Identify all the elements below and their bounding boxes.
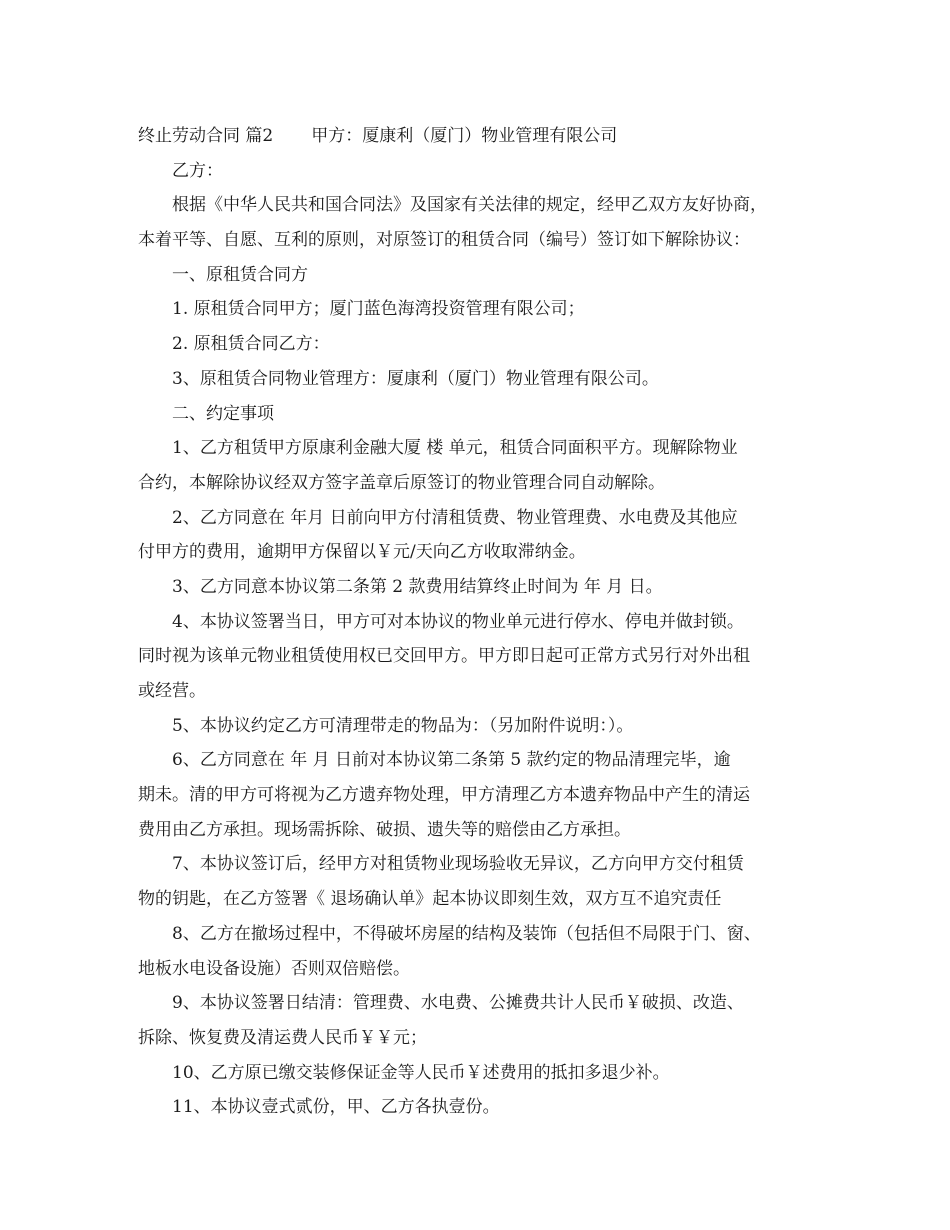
paragraph-line: 1、乙方租赁甲方原康利金融大厦 楼 单元，租赁合同面积平方。现解除物业 — [172, 438, 738, 459]
paragraph-line: 10、乙方原已缴交装修保证金等人民币￥述费用的抵扣多退少补。 — [172, 1062, 670, 1083]
paragraph-line: 根据《中华人民共和国合同法》及国家有关法律的规定，经甲乙双方友好协商， — [172, 195, 767, 216]
paragraph-line: 4、本协议签署当日，甲方可对本协议的物业单元进行停水、停电并做封锁。 — [172, 611, 744, 632]
paragraph-line: 物的钥匙，在乙方签署《 退场确认单》起本协议即刻生效，双方互不追究责任 — [138, 889, 722, 910]
paragraph-line: 或经营。 — [138, 681, 206, 701]
paragraph-line: 11、本协议壹式贰份，甲、乙方各执壹份。 — [172, 1097, 500, 1118]
section-heading: 二、约定事项 — [172, 403, 274, 424]
paragraph-line: 拆除、恢复费及清运费人民币￥￥元； — [138, 1027, 427, 1048]
paragraph-line: 6、乙方同意在 年 月 日前对本协议第二条第 5 款约定的物品清理完毕，逾 — [172, 750, 731, 771]
paragraph-line: 地板水电设备设施）否则双倍赔偿。 — [138, 958, 410, 979]
paragraph-line: 7、本协议签订后，经甲方对租赁物业现场验收无异议，乙方向甲方交付租赁 — [172, 854, 744, 875]
paragraph-line: 期未。清的甲方可将视为乙方遗弃物处理，甲方清理乙方本遗弃物品中产生的清运 — [138, 785, 750, 806]
section-heading: 一、原租赁合同方 — [172, 264, 308, 285]
paragraph-line: 8、乙方在撤场过程中，不得破坏房屋的结构及装饰（包括但不局限于门、窗、 — [172, 923, 761, 944]
paragraph-line: 本着平等、自愿、互利的原则，对原签订的租赁合同（编号）签订如下解除协议： — [138, 230, 750, 251]
paragraph-line: 1. 原租赁合同甲方；厦门蓝色海湾投资管理有限公司； — [172, 299, 585, 320]
paragraph-line: 5、本协议约定乙方可清理带走的物品为：（另加附件说明：）。 — [172, 715, 634, 736]
heading-title: 终止劳动合同 篇2 — [138, 126, 274, 146]
document-body — [138, 119, 828, 1125]
paragraph-line: 费用由乙方承担。现场需拆除、破损、遗失等的赔偿由乙方承担。 — [138, 819, 631, 840]
paragraph-line: 合约，本解除协议经双方签字盖章后原签订的物业管理合同自动解除。 — [138, 472, 665, 493]
paragraph-line: 3、乙方同意本协议第二条第 2 款费用结算终止时间为 年 月 日。 — [172, 576, 663, 597]
paragraph-line: 9、本协议签署日结清：管理费、水电费、公摊费共计人民币￥破损、改造、 — [172, 993, 744, 1014]
heading-party-a: 甲方：厦康利（厦门）物业管理有限公司 — [311, 126, 618, 146]
document-heading — [138, 119, 828, 154]
paragraph-line: 2、乙方同意在 年月 日前向甲方付清租赁费、物业管理费、水电费及其他应 — [172, 507, 738, 528]
paragraph-line: 3、原租赁合同物业管理方：厦康利（厦门）物业管理有限公司。 — [172, 368, 659, 389]
paragraph-line: 付甲方的费用，逾期甲方保留以￥元/天向乙方收取滞纳金。 — [138, 542, 586, 563]
paragraph-line: 乙方： — [172, 160, 223, 181]
paragraph-line: 2. 原租赁合同乙方： — [172, 334, 330, 355]
paragraph-line: 同时视为该单元物业租赁使用权已交回甲方。甲方即日起可正常方式另行对外出租 — [138, 646, 750, 667]
